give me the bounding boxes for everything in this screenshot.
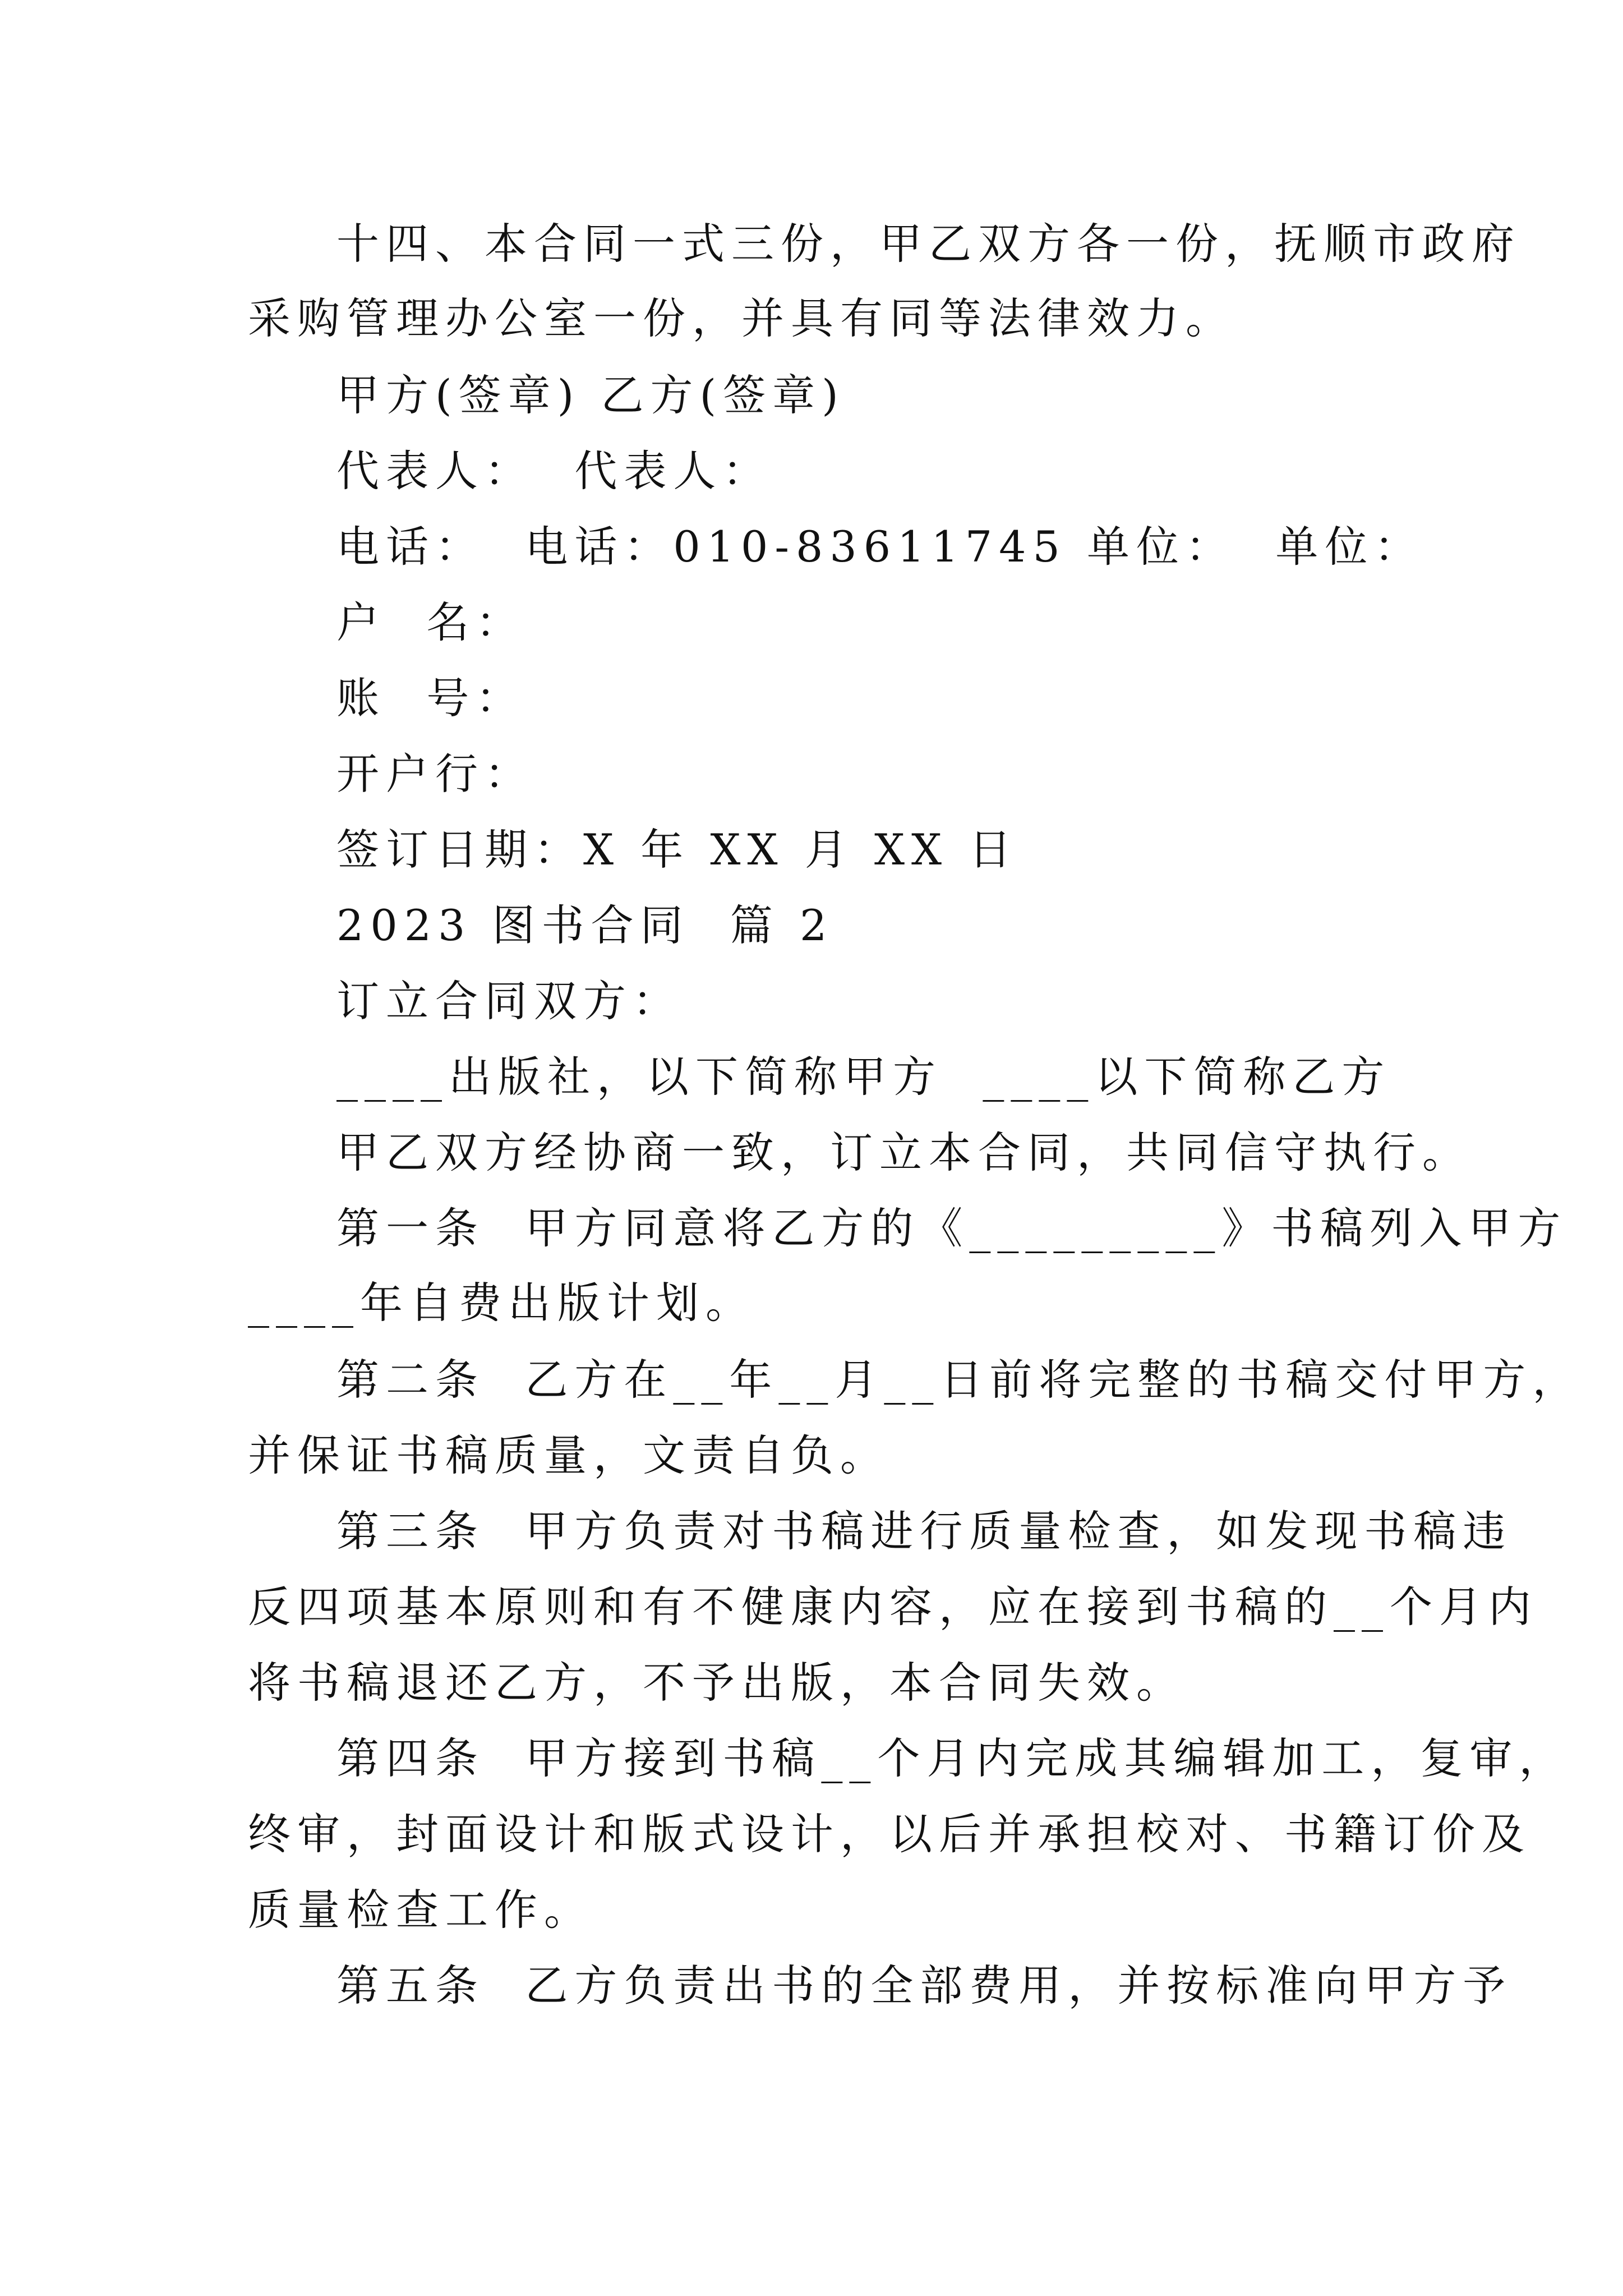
article-4-line-2: 终审，封面设计和版式设计，以后并承担校对、书籍订价及 xyxy=(248,1809,1531,1859)
clause-14-line-2: 采购管理办公室一份，并具有同等法律效力。 xyxy=(248,293,1235,343)
bank-name: 开户行： xyxy=(336,749,534,799)
agreement-statement: 甲乙双方经协商一致，订立本合同，共同信守执行。 xyxy=(336,1128,1472,1177)
parties-definition: ____出版社，以下简称甲方 ____以下简称乙方 xyxy=(336,1052,1391,1102)
article-3-line-2: 反四项基本原则和有不健康内容，应在接到书稿的__个月内 xyxy=(248,1582,1538,1632)
section-heading: 2023 图书合同 篇 2 xyxy=(336,900,834,950)
article-2-line-2: 并保证书稿质量，文责自负。 xyxy=(248,1430,889,1480)
article-4-line-3: 质量检查工作。 xyxy=(248,1885,593,1935)
article-4-line-1: 第四条 甲方接到书稿__个月内完成其编辑加工，复审， xyxy=(336,1733,1569,1783)
signing-date: 签订日期：X 年 XX 月 XX 日 xyxy=(336,825,1018,875)
article-2-line-1: 第二条 乙方在__年__月__日前将完整的书稿交付甲方， xyxy=(336,1355,1582,1405)
article-3-line-3: 将书稿退还乙方，不予出版，本合同失效。 xyxy=(248,1658,1186,1708)
article-1-line-1: 第一条 甲方同意将乙方的《_________》书稿列入甲方 xyxy=(336,1203,1567,1253)
article-5-line-1: 第五条 乙方负责出书的全部费用，并按标准向甲方予 xyxy=(336,1961,1513,2010)
clause-14-line-1: 十四、本合同一式三份，甲乙双方各一份，抚顺市政府 xyxy=(336,219,1521,269)
account-number: 账 号： xyxy=(336,673,525,723)
phone-and-unit: 电话： 电话：010-83611745 单位： 单位： xyxy=(336,522,1424,572)
article-1-line-2: ____年自费出版计划。 xyxy=(248,1278,755,1328)
signature-parties: 甲方(签章) 乙方(签章) xyxy=(336,370,845,420)
parties-heading: 订立合同双方： xyxy=(336,976,682,1026)
account-name: 户 名： xyxy=(336,597,525,647)
article-3-line-1: 第三条 甲方负责对书稿进行质量检查，如发现书稿违 xyxy=(336,1506,1513,1556)
representatives: 代表人： 代表人： xyxy=(336,446,772,496)
